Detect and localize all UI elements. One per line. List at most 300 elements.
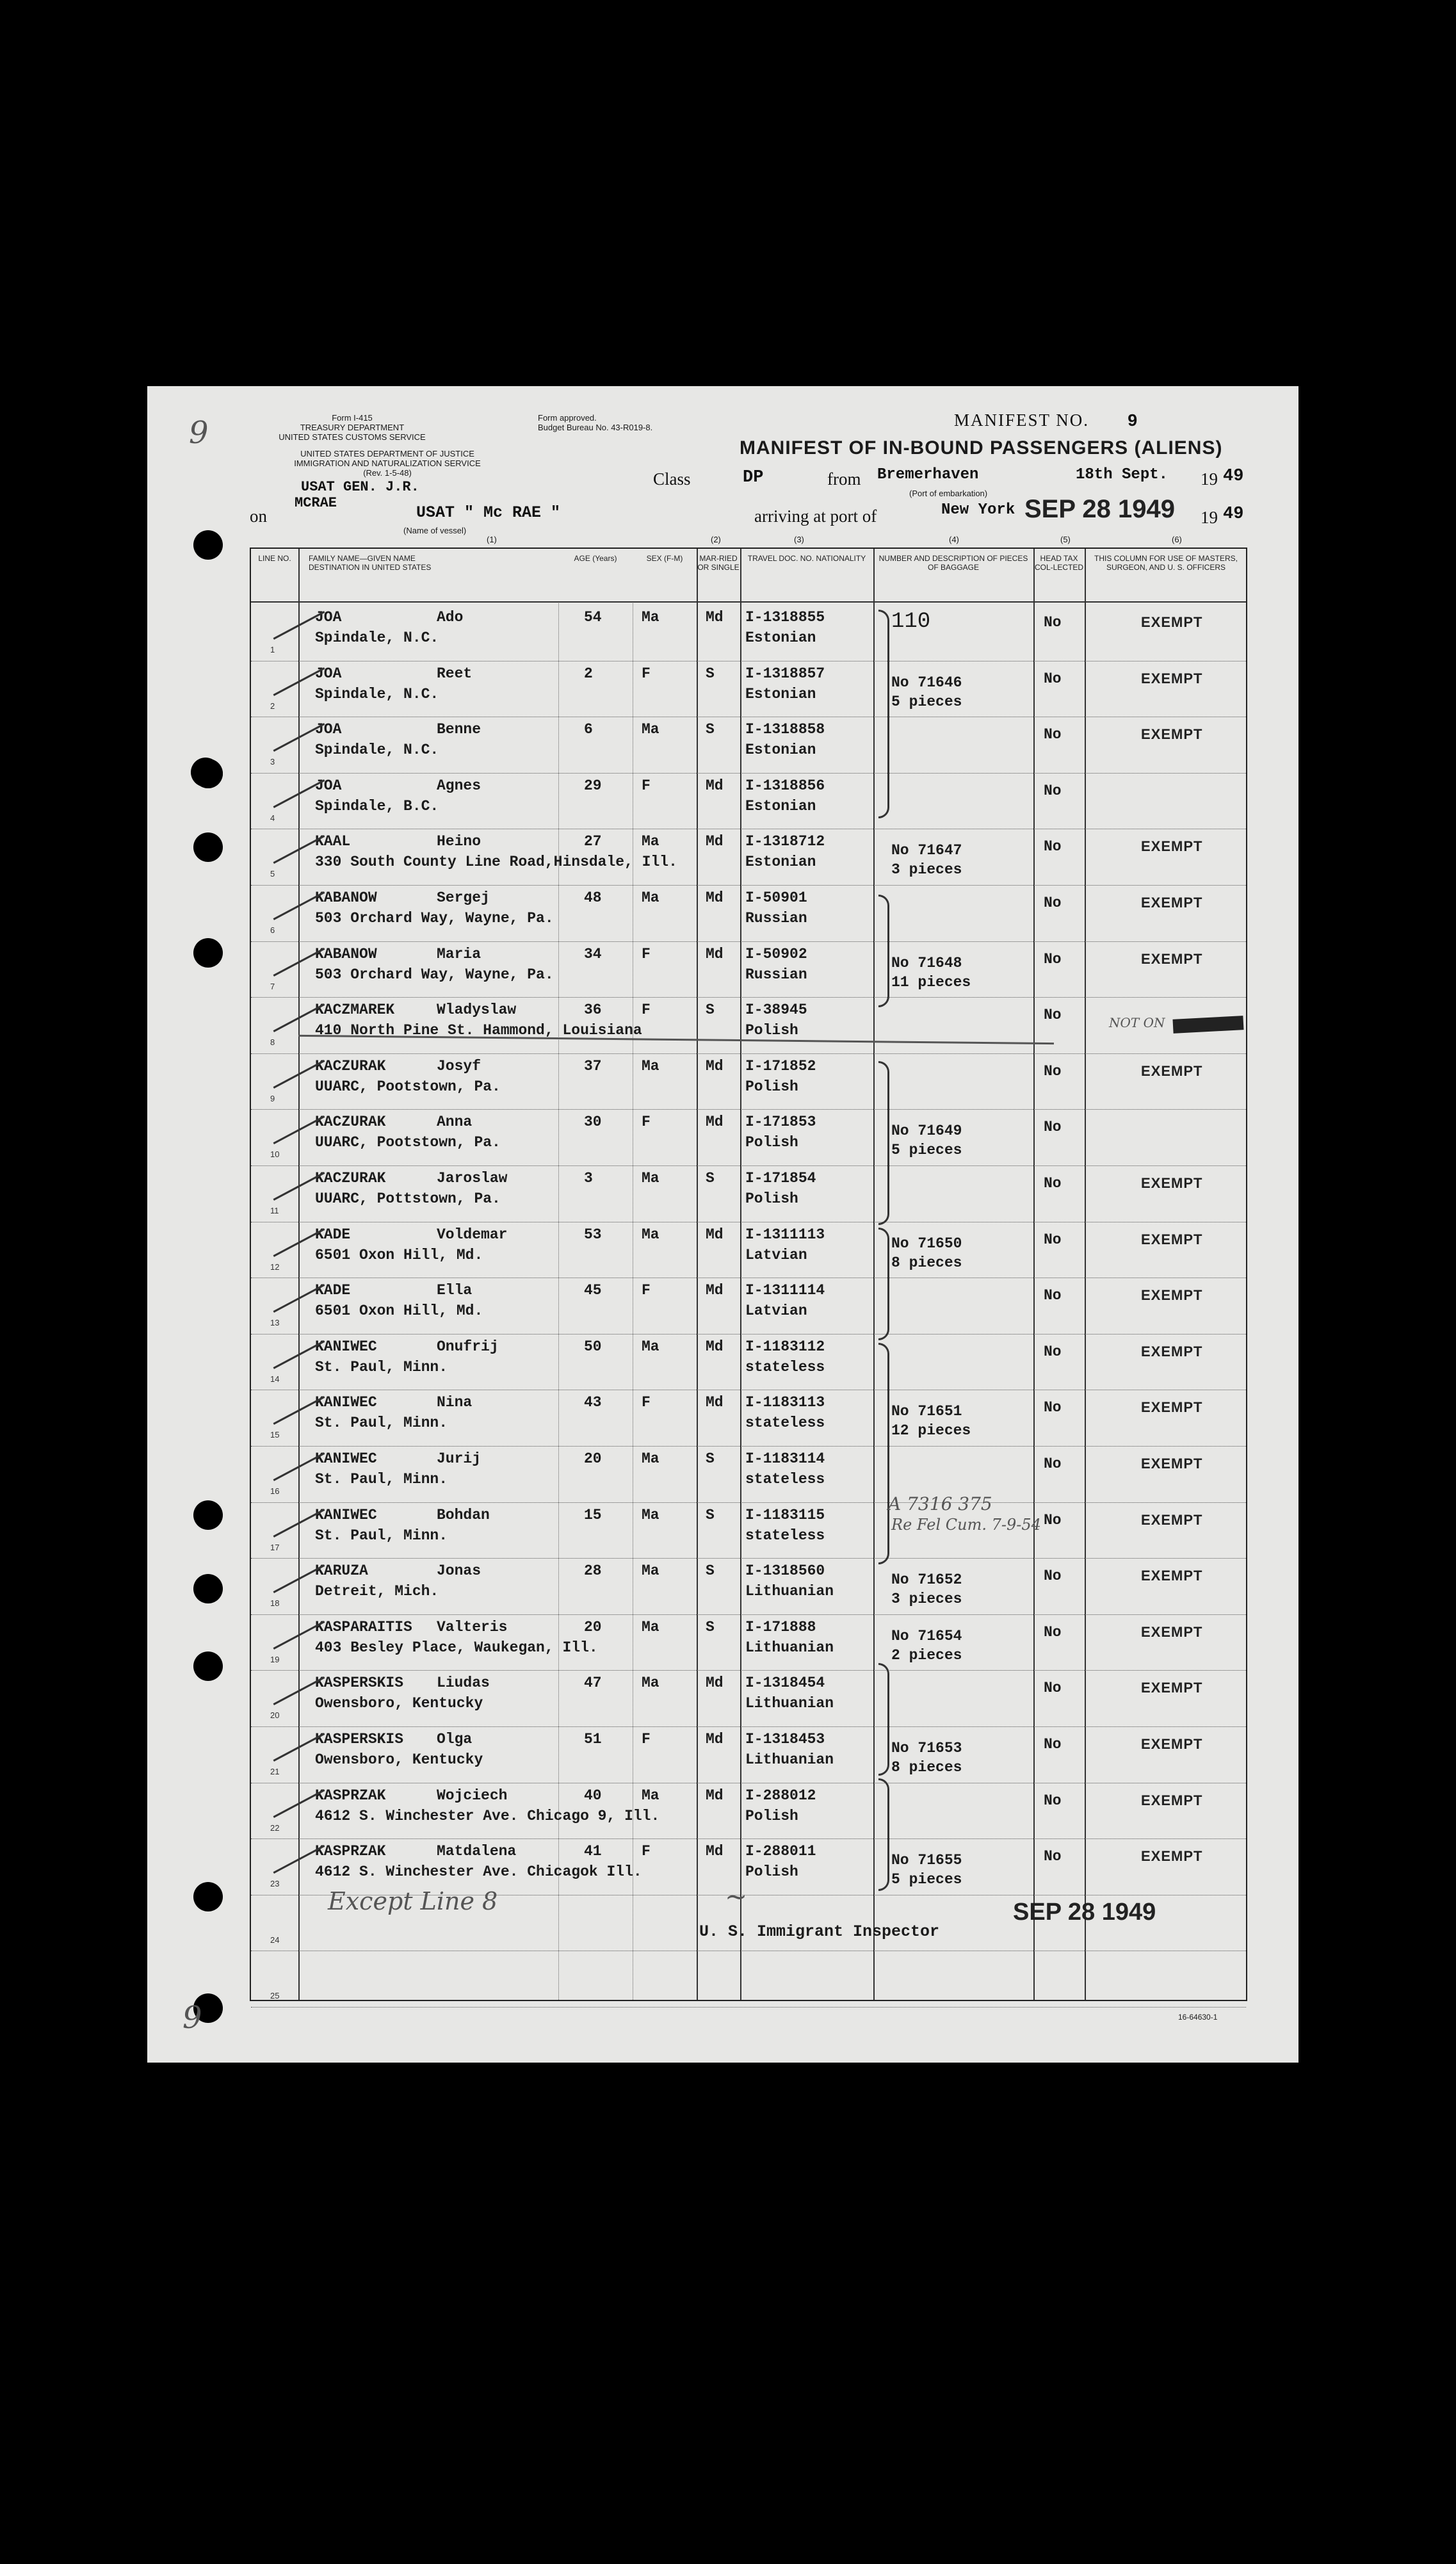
given-name: Jurij [437, 1450, 481, 1467]
table-row [251, 1615, 1246, 1671]
travel-doc: I-38945 [745, 1002, 807, 1019]
officer-stamp: EXEMPT [1141, 1231, 1203, 1247]
given-name: Bohdan [437, 1506, 490, 1523]
travel-doc: I-1318855 [745, 609, 825, 626]
col-num-1: (1) [487, 535, 497, 544]
age: 6 [584, 721, 593, 738]
manifest-number-line [954, 410, 1138, 432]
sex: F [642, 777, 651, 794]
family-name: KACZMAREK [315, 1002, 395, 1019]
head-tax: No [1044, 1792, 1062, 1809]
class-value: DP [743, 468, 764, 487]
head-tax: No [1044, 1568, 1062, 1585]
table-row [251, 1951, 1246, 2008]
table-row [251, 1054, 1246, 1110]
officer-stamp: EXEMPT [1141, 1399, 1203, 1416]
age: 34 [584, 945, 602, 962]
age: 54 [584, 609, 602, 626]
baggage-number: No 71654 [891, 1627, 962, 1644]
officer-stamp: EXEMPT [1141, 1287, 1203, 1304]
table-row [251, 1671, 1246, 1727]
destination: 4612 S. Winchester Ave. Chicagok Ill. [315, 1863, 642, 1881]
destination: UUARC, Pootstown, Pa. [315, 1134, 501, 1151]
family-name: JOA [315, 721, 342, 738]
sex: Ma [642, 1450, 659, 1467]
family-name: KADE [315, 1282, 351, 1299]
ins-label: IMMIGRATION AND NATURALIZATION SERVICE [294, 458, 481, 468]
destination: St. Paul, Minn. [315, 1358, 448, 1375]
line-number: 3 [270, 757, 275, 767]
nationality: Polish [745, 1863, 798, 1881]
baggage-pieces: 5 pieces [891, 1142, 962, 1159]
nationality: Russian [745, 910, 807, 927]
head-tax: No [1044, 1848, 1062, 1865]
marital-status: Md [706, 1843, 724, 1860]
nationality: Lithuanian [745, 1639, 834, 1656]
head-tax: No [1044, 1399, 1062, 1416]
sex: Ma [642, 721, 659, 738]
destination: Spindale, N.C. [315, 685, 439, 702]
nationality: Russian [745, 966, 807, 983]
marital-status: S [706, 1170, 715, 1187]
family-name: KASPRZAK [315, 1843, 386, 1860]
line-number: 24 [270, 1935, 280, 1945]
family-name: KANIWEC [315, 1450, 377, 1467]
line-number: 23 [270, 1879, 280, 1889]
sex: Ma [642, 1562, 659, 1580]
family-name: KACZURAK [315, 1057, 386, 1075]
officer-stamp: EXEMPT [1141, 838, 1203, 855]
nationality: Polish [745, 1134, 798, 1151]
head-tax: No [1044, 1287, 1062, 1304]
head-tax: No [1044, 1231, 1062, 1248]
destination: Spindale, N.C. [315, 742, 439, 759]
given-name: Heino [437, 833, 481, 850]
not-on-note: NOT ON [1109, 1015, 1165, 1030]
nationality: Lithuanian [745, 1751, 834, 1768]
destination: St. Paul, Minn. [315, 1471, 448, 1488]
corner-mark: 9 [189, 415, 209, 451]
marital-status: Md [706, 1394, 724, 1411]
officer-stamp: EXEMPT [1141, 1062, 1203, 1079]
nationality: Lithuanian [745, 1695, 834, 1712]
table-row [251, 717, 1246, 774]
given-name: Nina [437, 1394, 473, 1411]
age: 20 [584, 1618, 602, 1635]
family-name: JOA [315, 609, 342, 626]
port-note: (Port of embarkation) [909, 489, 988, 498]
travel-doc: I-1183114 [745, 1450, 825, 1467]
baggage-number: No 71653 [891, 1740, 962, 1757]
age: 40 [584, 1787, 602, 1804]
table-row [251, 1783, 1246, 1840]
marital-status: Md [706, 1675, 724, 1692]
punch-hole [193, 530, 223, 560]
nationality: Estonian [745, 797, 816, 815]
nationality: stateless [745, 1415, 825, 1432]
destination: Spindale, N.C. [315, 629, 439, 646]
sail-date: 18th Sept. [1076, 466, 1169, 483]
given-name: Voldemar [437, 1226, 508, 1243]
age: 51 [584, 1731, 602, 1748]
sex: Ma [642, 1170, 659, 1187]
nationality: stateless [745, 1471, 825, 1488]
line-number: 13 [270, 1318, 280, 1328]
head-tax: No [1044, 726, 1062, 743]
head-tax: No [1044, 950, 1062, 968]
destination: 6501 Oxon Hill, Md. [315, 1302, 483, 1320]
nationality: stateless [745, 1358, 825, 1375]
from-value: Bremerhaven [877, 466, 979, 483]
travel-doc: I-1318856 [745, 777, 825, 794]
baggage-pieces: 11 pieces [891, 973, 971, 991]
travel-doc: I-1318857 [745, 665, 825, 682]
corner-mark-bottom: 9 [182, 2000, 202, 2036]
line-number: 11 [270, 1206, 279, 1215]
officer-stamp: EXEMPT [1141, 1175, 1203, 1191]
marital-status: Md [706, 1114, 724, 1131]
arrival-date-stamp: SEP 28 1949 [1024, 495, 1176, 523]
table-row [251, 1278, 1246, 1335]
age: 20 [584, 1450, 602, 1467]
age: 3 [584, 1170, 593, 1187]
marital-status: S [706, 1450, 715, 1467]
year-value-2: 49 [1223, 505, 1244, 524]
punch-hole [193, 1882, 223, 1911]
table-row [251, 1222, 1246, 1279]
punch-hole [193, 1651, 223, 1681]
sex: Ma [642, 889, 659, 906]
sex: F [642, 1731, 651, 1748]
baggage-number: No 71655 [891, 1852, 962, 1869]
officer-stamp: EXEMPT [1141, 1848, 1203, 1865]
sex: Ma [642, 1057, 659, 1075]
line-number: 4 [270, 813, 275, 823]
age: 36 [584, 1002, 602, 1019]
travel-doc: I-171888 [745, 1618, 816, 1635]
form-id-block [250, 413, 455, 442]
form-number: Form I-415 [332, 413, 373, 423]
head-tax: No [1044, 895, 1062, 911]
inspector-date-stamp: SEP 28 1949 [1013, 1899, 1156, 1926]
nationality: Polish [745, 1078, 798, 1095]
sex: F [642, 1114, 651, 1131]
baggage-pieces: 3 pieces [891, 861, 962, 879]
on-label: on [250, 507, 267, 526]
officer-stamp: EXEMPT [1141, 950, 1203, 967]
destination: 4612 S. Winchester Ave. Chicago 9, Ill. [315, 1807, 660, 1824]
baggage-number: No 71647 [891, 842, 962, 859]
officer-stamp: EXEMPT [1141, 1456, 1203, 1472]
family-name: KACZURAK [315, 1114, 386, 1131]
given-name: Ado [437, 609, 464, 626]
travel-doc: I-1183115 [745, 1506, 825, 1523]
given-name: Maria [437, 945, 481, 962]
table-row [251, 1727, 1246, 1783]
col-head-name: FAMILY NAME—GIVEN NAME DESTINATION IN UNITED STATES [309, 554, 432, 572]
family-name: JOA [315, 777, 342, 794]
marital-status: Md [706, 1226, 724, 1243]
age: 45 [584, 1282, 602, 1299]
baggage-number: No 71646 [891, 674, 962, 691]
year-value-1: 49 [1223, 467, 1244, 486]
nationality: Latvian [745, 1302, 807, 1320]
marital-status: Md [706, 833, 724, 850]
marital-status: Md [706, 609, 724, 626]
officer-stamp: EXEMPT [1141, 1511, 1203, 1528]
line-number: 9 [270, 1093, 275, 1103]
baggage-pieces: 5 pieces [891, 693, 962, 710]
approved-label: Form approved. [538, 413, 597, 423]
head-tax: No [1044, 1007, 1062, 1024]
handwritten-note: Re Fel Cum. 7-9-54 [891, 1516, 1041, 1534]
table-row [251, 829, 1246, 886]
punch-hole [191, 758, 220, 787]
travel-doc: I-1318453 [745, 1731, 825, 1748]
line-number: 8 [270, 1037, 275, 1048]
marital-status: S [706, 721, 715, 738]
col-num-3: (3) [794, 535, 804, 544]
destination: St. Paul, Minn. [315, 1415, 448, 1432]
baggage-total: 110 [891, 610, 931, 634]
destination: UUARC, Pottstown, Pa. [315, 1190, 501, 1207]
table-row [251, 1503, 1246, 1559]
age: 29 [584, 777, 602, 794]
line-number: 21 [270, 1767, 280, 1776]
sex: Ma [642, 1226, 659, 1243]
table-row [251, 1447, 1246, 1503]
given-name: Matdalena [437, 1843, 517, 1860]
travel-doc: I-1318560 [745, 1562, 825, 1580]
given-name: Valteris [437, 1618, 508, 1635]
family-name: KAAL [315, 833, 351, 850]
table-row [251, 1559, 1246, 1615]
head-tax: No [1044, 1456, 1062, 1472]
punch-hole [193, 938, 223, 968]
age: 53 [584, 1226, 602, 1243]
baggage-pieces: 12 pieces [891, 1422, 971, 1440]
line-number: 7 [270, 981, 275, 991]
table-row [251, 605, 1246, 661]
family-name: KASPERSKIS [315, 1675, 404, 1692]
col-num-4: (4) [949, 535, 959, 544]
justice-label: UNITED STATES DEPARTMENT OF JUSTICE [300, 449, 474, 458]
officer-stamp: EXEMPT [1141, 1343, 1203, 1359]
given-name: Benne [437, 721, 481, 738]
table-row [251, 1166, 1246, 1222]
travel-doc: I-1318454 [745, 1675, 825, 1692]
inspector-signature: ~ [725, 1881, 748, 1912]
punch-hole [193, 832, 223, 862]
baggage-brace [878, 895, 889, 1007]
baggage-pieces: 5 pieces [891, 1871, 962, 1888]
age: 27 [584, 833, 602, 850]
line-number: 5 [270, 869, 275, 879]
travel-doc: I-1183113 [745, 1394, 825, 1411]
head-tax: No [1044, 614, 1062, 631]
nationality: Lithuanian [745, 1583, 834, 1600]
baggage-pieces: 2 pieces [891, 1646, 962, 1664]
family-name: KANIWEC [315, 1338, 377, 1355]
head-tax: No [1044, 782, 1062, 799]
table-row [251, 942, 1246, 998]
bottom-form-code: 16-64630-1 [1178, 2013, 1218, 2022]
budget-label: Budget Bureau No. 43-R019-8. [538, 423, 653, 432]
baggage-pieces: 3 pieces [891, 1591, 962, 1608]
marital-status: S [706, 1002, 715, 1019]
col-head-age: AGE (Years) [574, 554, 617, 563]
line-number: 10 [270, 1149, 280, 1160]
marital-status: Md [706, 1731, 724, 1748]
marital-status: S [706, 1618, 715, 1635]
destination: Owensboro, Kentucky [315, 1695, 483, 1712]
treasury-label: TREASURY DEPARTMENT [300, 423, 405, 432]
given-name: Jonas [437, 1562, 481, 1580]
given-name: Reet [437, 665, 473, 682]
baggage-pieces: 8 pieces [891, 1254, 962, 1271]
baggage-brace [878, 1061, 889, 1225]
vessel-note: (Name of vessel) [403, 526, 467, 535]
given-name: Agnes [437, 777, 481, 794]
officer-stamp: EXEMPT [1141, 726, 1203, 743]
travel-doc: I-171854 [745, 1170, 816, 1187]
baggage-brace [878, 1343, 889, 1564]
line-number: 19 [270, 1654, 280, 1664]
from-label: from [827, 469, 861, 489]
destination: St. Paul, Minn. [315, 1527, 448, 1544]
nationality: Latvian [745, 1246, 807, 1263]
marital-status: S [706, 1562, 715, 1580]
nationality: Estonian [745, 685, 816, 702]
line-number: 20 [270, 1710, 280, 1721]
marital-status: Md [706, 889, 724, 906]
line-number: 1 [270, 645, 275, 654]
baggage-brace [878, 1228, 889, 1340]
family-name: KANIWEC [315, 1394, 377, 1411]
baggage-brace [878, 1778, 889, 1891]
age: 37 [584, 1057, 602, 1075]
manifest-number-label: MANIFEST NO. [954, 410, 1090, 430]
passenger-table [250, 548, 1247, 2001]
family-name: JOA [315, 665, 342, 682]
travel-doc: I-171852 [745, 1057, 816, 1075]
marital-status: Md [706, 777, 724, 794]
given-name: Olga [437, 1731, 473, 1748]
officer-stamp: EXEMPT [1141, 1623, 1203, 1640]
sex: Ma [642, 833, 659, 850]
head-tax: No [1044, 1511, 1062, 1529]
col-num-5: (5) [1060, 535, 1071, 544]
officer-stamp: EXEMPT [1141, 1568, 1203, 1584]
age: 48 [584, 889, 602, 906]
travel-doc: I-1311113 [745, 1226, 825, 1243]
given-name: Wladyslaw [437, 1002, 517, 1019]
sex: F [642, 945, 651, 962]
line-number: 17 [270, 1542, 280, 1552]
family-name: KABANOW [315, 889, 377, 906]
marital-status: Md [706, 1338, 724, 1355]
sex: Ma [642, 1506, 659, 1523]
col-num-2: (2) [711, 535, 721, 544]
arriving-label: arriving at port of [754, 507, 877, 526]
age: 30 [584, 1114, 602, 1131]
nationality: Estonian [745, 742, 816, 759]
given-name: Josyf [437, 1057, 481, 1075]
line-number: 6 [270, 925, 275, 935]
table-row [251, 774, 1246, 830]
destination: Detreit, Mich. [315, 1583, 439, 1600]
nationality: Estonian [745, 854, 816, 871]
baggage-brace [878, 610, 889, 818]
family-name: KASPARAITIS [315, 1618, 412, 1635]
head-tax: No [1044, 1062, 1062, 1080]
nationality: Polish [745, 1190, 798, 1207]
baggage-brace [878, 1663, 889, 1776]
baggage-number: No 71651 [891, 1403, 962, 1420]
year-prefix-2: 19 [1201, 508, 1218, 527]
table-row [251, 1390, 1246, 1447]
given-name: Onufrij [437, 1338, 499, 1355]
sex: F [642, 665, 651, 682]
officer-stamp: EXEMPT [1141, 1792, 1203, 1808]
age: 41 [584, 1843, 602, 1860]
table-row [251, 998, 1246, 1054]
destination: 503 Orchard Way, Wayne, Pa. [315, 910, 554, 927]
baggage-number: No 71648 [891, 954, 962, 971]
age: 50 [584, 1338, 602, 1355]
head-tax: No [1044, 1736, 1062, 1753]
handwritten-note: A 7316 375 [888, 1493, 992, 1514]
head-tax: No [1044, 1680, 1062, 1697]
given-name: Liudas [437, 1675, 490, 1692]
officer-stamp: EXEMPT [1141, 614, 1203, 630]
baggage-number: No 71650 [891, 1235, 962, 1252]
handwritten-except: Except Line 8 [328, 1887, 498, 1915]
sex: Ma [642, 1675, 659, 1692]
line-number: 22 [270, 1822, 280, 1833]
rev-label: (Rev. 1-5-48) [363, 468, 412, 478]
given-name: Anna [437, 1114, 473, 1131]
col-head-sex: SEX (F-M) [646, 554, 683, 563]
table-row [251, 886, 1246, 942]
family-name: KANIWEC [315, 1506, 377, 1523]
officer-stamp: EXEMPT [1141, 895, 1203, 911]
line-number: 18 [270, 1598, 280, 1609]
given-name: Sergej [437, 889, 490, 906]
col-head-married: MAR-RIED OR SINGLE [697, 554, 740, 572]
family-name: KASPERSKIS [315, 1731, 404, 1748]
nationality: stateless [745, 1527, 825, 1544]
head-tax: No [1044, 1623, 1062, 1641]
age: 15 [584, 1506, 602, 1523]
age: 2 [584, 665, 593, 682]
col-head-baggage: NUMBER AND DESCRIPTION OF PIECES OF BAGGAGE [878, 554, 1028, 572]
col-head-tax: HEAD TAX COL-LECTED [1034, 554, 1083, 572]
baggage-number: No 71649 [891, 1123, 962, 1140]
punch-hole [193, 1574, 223, 1603]
head-tax: No [1044, 1175, 1062, 1192]
col-head-line: LINE NO. [258, 554, 291, 563]
approval-block [538, 413, 724, 432]
line-number: 12 [270, 1262, 280, 1272]
given-name: Wojciech [437, 1787, 508, 1804]
class-label: Class [653, 469, 691, 489]
head-tax: No [1044, 1119, 1062, 1136]
destination: 330 South County Line Road,Hinsdale, Ill. [315, 854, 677, 871]
line-number: 14 [270, 1374, 280, 1384]
sex: F [642, 1282, 651, 1299]
nationality: Estonian [745, 629, 816, 646]
